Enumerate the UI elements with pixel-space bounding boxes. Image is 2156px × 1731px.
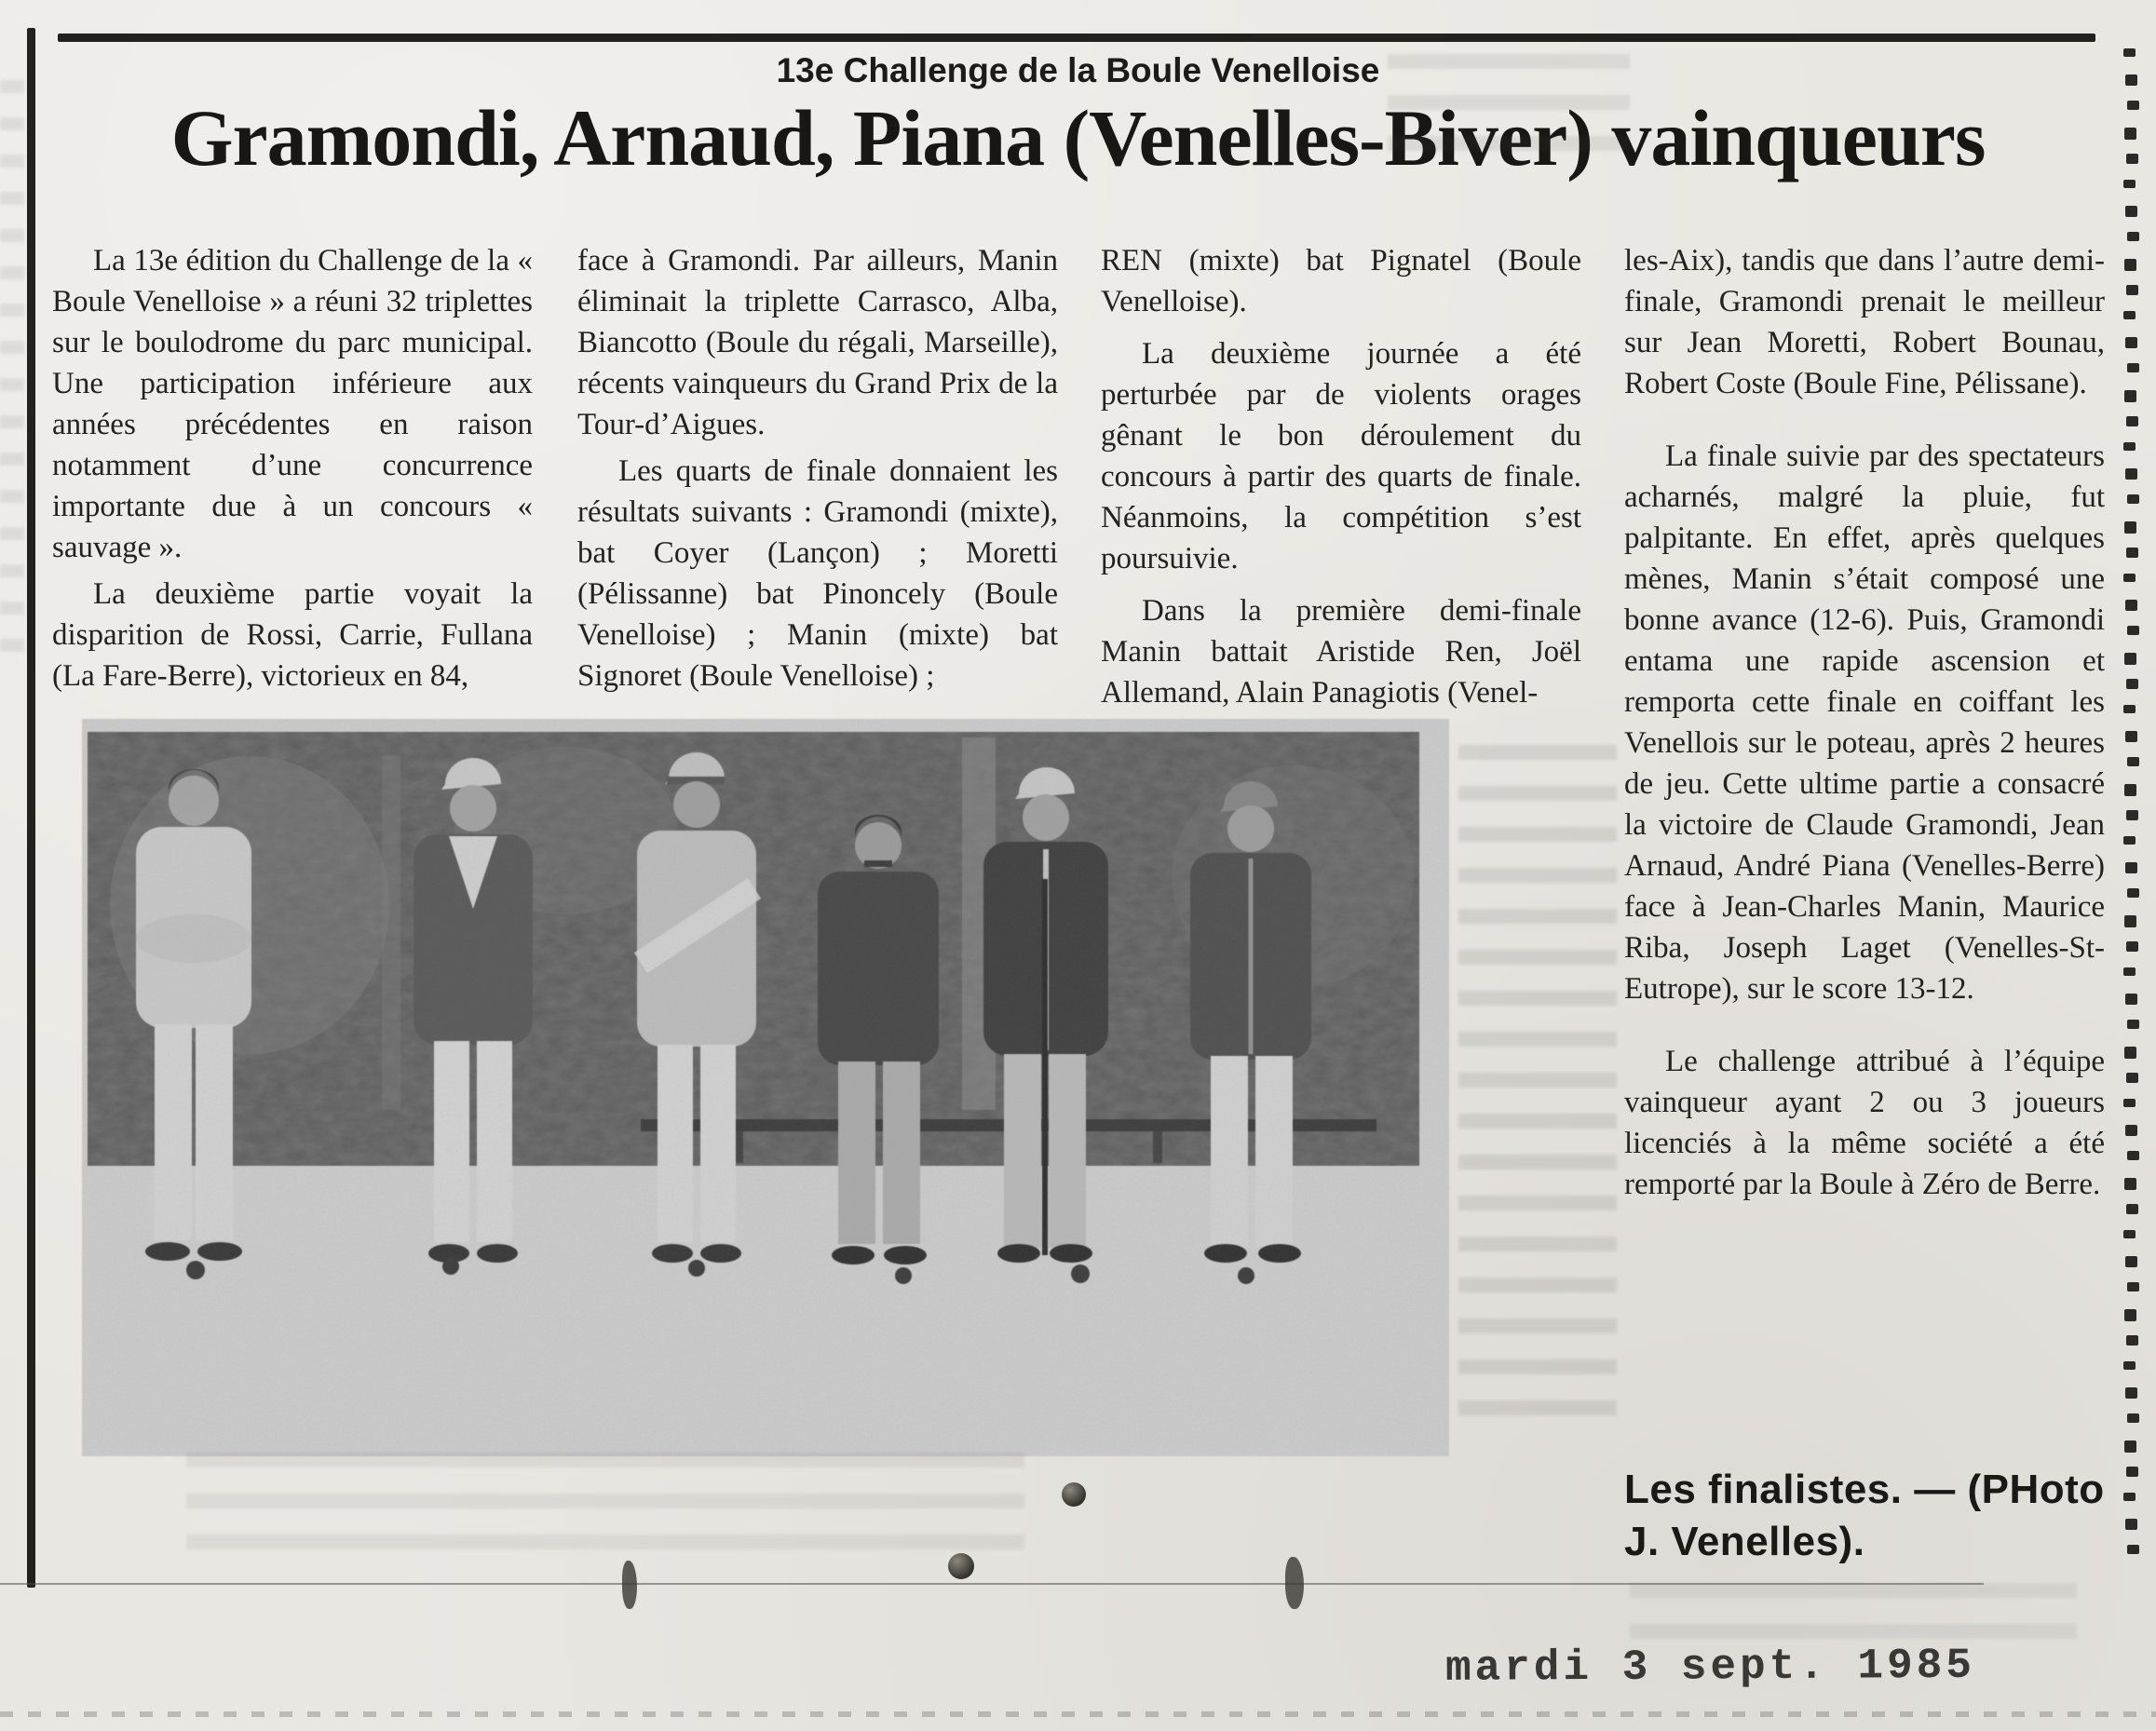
bleed-through-smudge — [0, 56, 24, 652]
article-paragraph: La finale suivie par des spectateurs acharnés, malgré la pluie, fut palpitante. En effet, après quelques mènes, Manin s’était composé une bonne avance (12-6). Puis, Gramondi entama une rapide ascension et remporta cette finale en coiffant les Venellois sur le poteau, après 2 heures de jeu. Cette ultime partie a consacré la victoire de Claude Gramondi, Jean Arnaud, André Piana (Venelles-Berre) face à Jean-Charles Manin, Maurice Riba, Joseph Laget (Venelles-St-Eutrope), sur le score 13-12. — [1624, 440, 2105, 1006]
bleed-through-smudge — [1458, 745, 1617, 1415]
article-column-3 — [1101, 240, 1581, 713]
article-paragraph: La deuxième journée a été perturbée par de violents orages gênant le bon déroulement du concours à partir des quarts de finale. Néanmoins, la compétition s’est poursuivie. — [1101, 337, 1581, 575]
article-paragraph: La deuxième partie voyait la disparition de Rossi, Carrie, Fullana (La Fare-Berre), victorieux en 84, — [52, 577, 533, 693]
photo-caption: Les finalistes. — (PHoto J. Venelles). — [1624, 1467, 2105, 1564]
article-paragraph: face à Gramondi. Par ailleurs, Manin éliminait la triplette Carrasco, Alba, Biancotto (Boule du régali, Marseille), récents vainqueurs du Grand Prix de la Tour-d’Aigues. — [577, 244, 1058, 441]
article-paragraph: les-Aix), tandis que dans l’autre demi-finale, Gramondi prenait le meilleur sur Jean Moretti, Robert Bounau, Robert Coste (Boule Fine, Pélissane). — [1624, 244, 2105, 400]
article-column-2 — [577, 240, 1058, 696]
headline: Gramondi, Arnaud, Piana (Venelles-Biver) vainqueurs — [170, 93, 1986, 183]
bleed-through-smudge — [1388, 54, 1630, 175]
scratch-mark — [622, 1561, 637, 1609]
left-border-rule — [27, 28, 35, 1588]
boule-on-ground — [1062, 1482, 1086, 1507]
article-column-4 — [1624, 240, 2105, 1205]
article-paragraph: Dans la première demi-finale Manin battait Aristide Ren, Joël Allemand, Alain Panagiotis (Venel- — [1101, 594, 1581, 710]
torn-scan-edge — [0, 1711, 2156, 1717]
bleed-through-smudge — [186, 1453, 1024, 1564]
article-column-1 — [52, 240, 533, 696]
article-paragraph: REN (mixte) bat Pignatel (Boule Venelloise). — [1101, 244, 1581, 318]
article-paragraph: Le challenge attribué à l’équipe vainqueur ayant 2 ou 3 joueurs licenciés à la même société a été remporté par la Boule à Zéro de Berre. — [1624, 1045, 2105, 1201]
kicker: 13e Challenge de la Boule Venelloise — [776, 51, 1380, 89]
perforation-dots — [2123, 48, 2144, 1575]
article-paragraph: Les quarts de finale donnaient les résultats suivants : Gramondi (mixte), bat Coyer (Lançon) ; Moretti (Pélissanne) bat Pinoncely (Boule Venelloise) ; Manin (mixte) bat Signoret (Boule Venelloise) ; — [577, 454, 1058, 693]
finalists-photo — [82, 719, 1449, 1456]
scratch-mark — [1285, 1557, 1304, 1609]
top-border-rule — [58, 34, 2095, 42]
bleed-through-smudge — [1630, 1583, 2077, 1639]
article-paragraph: La 13e édition du Challenge de la « Boule Venelloise » a réuni 32 triplettes sur le boulodrome du parc municipal. Une participation inférieure aux années précédentes en raison notamment d’une concurrence importante due à un concours « sauvage ». — [52, 244, 533, 564]
scan-scratch-line — [0, 1583, 1984, 1585]
date-stamp: mardi 3 sept. 1985 — [1444, 1641, 1976, 1693]
